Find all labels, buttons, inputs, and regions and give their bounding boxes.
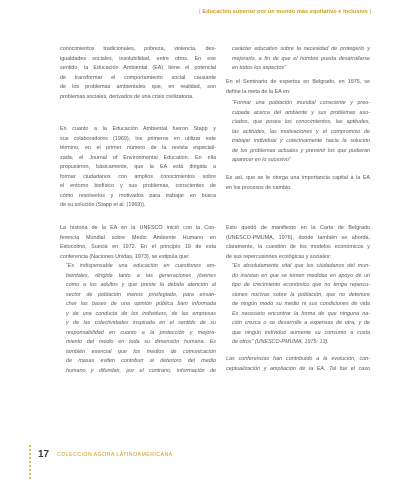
right-paragraph-4 [226,355,370,374]
quote-line: tipo de crecimiento económico que no tenga repercu- [232,282,370,288]
text-line: Es así, que se le otorga una importancia capital a la EA [226,175,370,181]
quote-line: trabajar individual y colectivamente hacia la solución [232,138,370,144]
quote-line: responsabilidad en cuanto a la protección y mejora- [66,329,216,336]
quote-line: en todos los aspectos” [232,65,286,71]
quote-line: y de una conducta de los individuos, de las empresas [66,310,216,317]
text-line: formar ciudadanos con amplios conocimientos sobre [60,173,216,180]
quote-line: cupada acerca del ambiente y sus problemas aso- [232,109,370,116]
quote-line: aparecer en lo sucesivo” [232,157,291,163]
text-line: propusieron, básicamente, que la EA está dirigida a [60,164,216,170]
right-quote-3 [226,262,370,348]
quote-line: do insistan en que se tomen medidas en apoyo de un [232,272,370,279]
quote-line: mejorarlo, a fin de que el hombre pueda desarrollarse [232,55,370,62]
text-line: La historia de la EA en la UNESCO inició con la Con- [60,225,216,231]
text-line: término, en el primer número de la revista especiali- [60,145,216,151]
text-line: conocimientos tradicionales, pobreza, violencia, des- [60,46,216,52]
right-paragraph-1 [226,78,370,97]
quote-line: “Es indispensable una educación en cuestiones am- [66,263,216,269]
quote-line: “Es absolutamente vital que los ciudadanos del mun- [232,263,370,269]
quote-line: de los problemas actuales y prevenir los que pudieran [232,147,370,154]
text-line: igualdades sociales, insolubilidad, entre otros. En ese [60,55,216,62]
collection-title: COLECCIÓN AGORA LATINOAMERICANA [57,452,173,458]
page-number: 17 [38,449,50,460]
text-line: define la meta de la EA en: [226,88,291,95]
quote-line: que ningún individuo aumente su consumo a costa [232,329,370,336]
quote-line: de otros” (UNESCO-PMUMA, 1975: 13). [232,339,329,345]
quote-line: sector de población menos privilegiado, para ensan- [66,291,216,298]
running-header [199,9,371,15]
text-line: Esto quedó de manifiesto en la Carta de Belgrado [226,225,370,231]
text-line: de los problemas ambientales que, en realidad, son [60,84,216,90]
text-line: conferencia (Naciones Unidas, 1973), se estipula que: [60,253,190,260]
left-paragraph-2 [60,125,216,211]
text-line: el entorno biofísico y sus problemas, conscientes de [60,183,216,189]
quote-line: como a los adultos y que preste la debida atención al [66,282,216,288]
header-bracket-open: [ [199,9,201,15]
right-quote-2 [226,99,370,166]
quote-line: de masas eviten contribuir al deterioro del medio [66,358,216,364]
quote-line: Es necesario encontrar la forma de que ninguna na- [232,310,370,317]
decorative-dots [28,444,32,480]
quote-line: “Formar una población mundial consciente y preo- [232,100,370,106]
text-line: sus colaboradores (1969), los primeros en utilizar este [60,135,216,142]
quote-line: carácter educativo sobre la necesidad de protegerlo y [232,46,370,52]
text-line: (UNESCO-PMUMA, 1976), donde también se aborda, [226,234,370,241]
left-column [60,45,216,102]
text-line: zada, el Journal of Environmental Education. En ella [60,154,216,161]
text-line: cómo resolverlos y motivados para trabajar en busca [60,192,216,199]
quote-line: de ningún modo su medio ni sus condiciones de vida [232,301,370,307]
text-line: ferencia Mundial sobre Medio Ambiente Humano en [60,234,216,241]
left-block-quote [60,262,216,376]
text-line: de su solución (Stapp et al. (1969)). [60,202,146,208]
header-bracket-close: ] [369,9,371,15]
header-title: Educación superior por un mundo más equitativo e inclusivo [202,9,368,15]
quote-line: ción crezca o se desarrolle a expensas de otra, y de [232,320,370,326]
text-line: En el Seminario de expertos en Belgrado, en 1975, se [226,79,370,85]
text-line: Estocolmo, Suecia en 1972. En el principio 19 de esta [60,244,216,250]
text-line: claramente, la cuestión de los modelos económicos y [226,244,370,250]
quote-line: y de las colectividades inspirada en el sentido de su [66,320,216,326]
quote-line: las actitudes, las motivaciones y el compromiso de [232,128,370,135]
quote-line: también esencial que los medios de comunicación [66,348,216,355]
text-line: sentido, la Educación Ambiental (EA) tiene el potencial [60,65,216,71]
quote-line: ciados, que posea los conocimientos, las aptitudes, [232,119,370,125]
left-paragraph-3 [60,224,216,262]
text-line: problemas sociales, derivados de una crisis civilizatoria. [60,93,194,100]
quote-line: humano y difundan, por el contrario, información de [66,367,216,374]
text-line: de transformar el comportamiento social causante [60,74,216,81]
quote-line: bientales, dirigida tanto a las generaciones jóvenes [66,272,216,279]
text-line: en los procesos de cambio. [226,184,292,191]
right-quote-1 [226,45,370,74]
right-paragraph-3 [226,224,370,262]
text-line: de sus repercusiones ecológicas y sociales: [226,253,331,260]
quote-line: miento del medio en toda su dimensión humana. Es [66,339,216,345]
quote-line: siones nocivas sobre la población, que no deteriore [232,291,370,298]
right-paragraph-2 [226,174,370,193]
text-line: Las conferencias han contribuido a la evolución, con- [226,356,370,362]
quote-line: char las bases de una opinión pública bien informada [66,301,216,307]
text-line: ceptualización y ampliación de la EA. Tal fue el caso [226,365,370,372]
text-line: En cuanto a la Educación Ambiental fueron Stapp y [60,126,216,132]
left-paragraph-1 [60,45,216,102]
